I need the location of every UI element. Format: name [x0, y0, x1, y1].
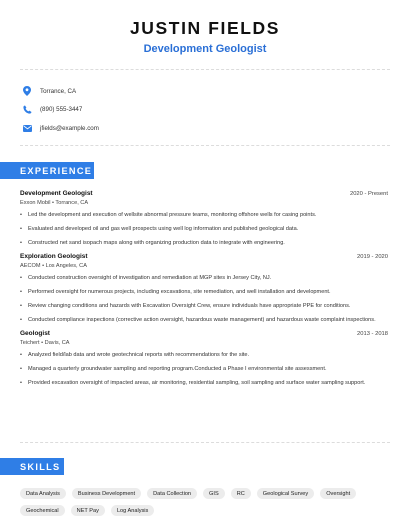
resume-header [0, 0, 410, 56]
bullet-item: • Constructed net sand isopach maps along with organizing production data to integrate with engineering. [20, 239, 388, 247]
candidate-title: Development Geologist [143, 43, 267, 55]
contact-phone [22, 101, 99, 119]
job-title: Geologist [20, 330, 50, 338]
experience-heading: EXPERIENCE [0, 162, 94, 179]
bullet-item: • Provided excavation oversight of impacted areas, air monitoring, residential sampling, soil sampling and surface water sampling support. [20, 379, 388, 387]
skill-chip: Log Analysis [111, 505, 154, 516]
skill-chip: Geological Survey [257, 488, 314, 499]
job-dates: 2020 - Present [349, 191, 388, 197]
contact-location-text: Torrance, CA [40, 87, 77, 95]
contact-email-text: jfields@example.com [40, 124, 99, 132]
skill-chip: RC [231, 488, 251, 499]
skill-chip: Geochemical [20, 505, 65, 516]
job-employer: Exxon Mobil • Torrance, CA [20, 199, 89, 206]
skill-chip: GIS [203, 488, 225, 499]
contact-email [22, 119, 99, 137]
bullet-item: • Analyzed field/lab data and wrote geotechnical reports with recommendations for the site. [20, 351, 388, 359]
contact-phone-text: (890) 555-3447 [40, 106, 83, 113]
bullet-item: • Conducted construction oversight of investigation and remediation at MGP sites in Jersey City, NJ. [20, 274, 388, 282]
bullet-item: • Managed a quarterly groundwater sampling and reporting program.Conducted a Phase I environmental site assessment. [20, 365, 388, 373]
job-dates: 2013 - 2018 [357, 331, 388, 338]
skill-chip: Data Analysis [20, 488, 66, 499]
bullet-item: • Led the development and execution of wellsite abnormal pressure teams, monitoring offshore wells for casing points. [20, 211, 388, 219]
job-entry [20, 190, 388, 247]
email-icon [22, 123, 32, 133]
bullet-item: • Review changing conditions and hazards with Excavation Oversight Crew, ensure individuals have appropriate PPE for conditions. [20, 302, 388, 310]
phone-icon [22, 105, 32, 115]
skill-chip: Data Collection [147, 488, 197, 499]
job-bullets [20, 211, 388, 248]
header-divider [20, 69, 390, 70]
bullet-item: • Conducted compliance inspections (corrective action oversight, hazardous waste management) and hazardous waste complaint inspections. [20, 316, 388, 324]
candidate-name: JUSTIN FIELDS [129, 18, 281, 38]
contact-list [22, 82, 99, 138]
job-title: Development Geologist [20, 190, 93, 197]
bullet-item: • Evaluated and developed oil and gas well prospects using well log information and published geological data. [20, 225, 388, 233]
contact-location [22, 82, 99, 100]
experience-divider [20, 442, 390, 443]
job-entry [20, 330, 388, 387]
skills-heading: SKILLS [0, 458, 64, 475]
contact-divider [20, 145, 390, 146]
job-employer: Teichert • Davis, CA [20, 339, 70, 346]
job-employer: AECOM • Los Angeles, CA [20, 262, 87, 269]
job-entry [20, 253, 388, 324]
job-bullets [20, 351, 388, 388]
skills-list [20, 488, 390, 516]
skill-chip: Business Development [72, 488, 141, 499]
job-bullets [20, 274, 388, 325]
skill-chip: NET Pay [71, 505, 105, 516]
job-title: Exploration Geologist [20, 253, 88, 261]
experience-section [20, 190, 388, 394]
job-dates: 2019 - 2020 [357, 254, 388, 261]
skill-chip: Oversight [320, 488, 356, 499]
location-pin-icon [22, 86, 32, 96]
bullet-item: • Performed oversight for numerous projects, including excavations, site remediation, and well installation and development. [20, 288, 388, 296]
